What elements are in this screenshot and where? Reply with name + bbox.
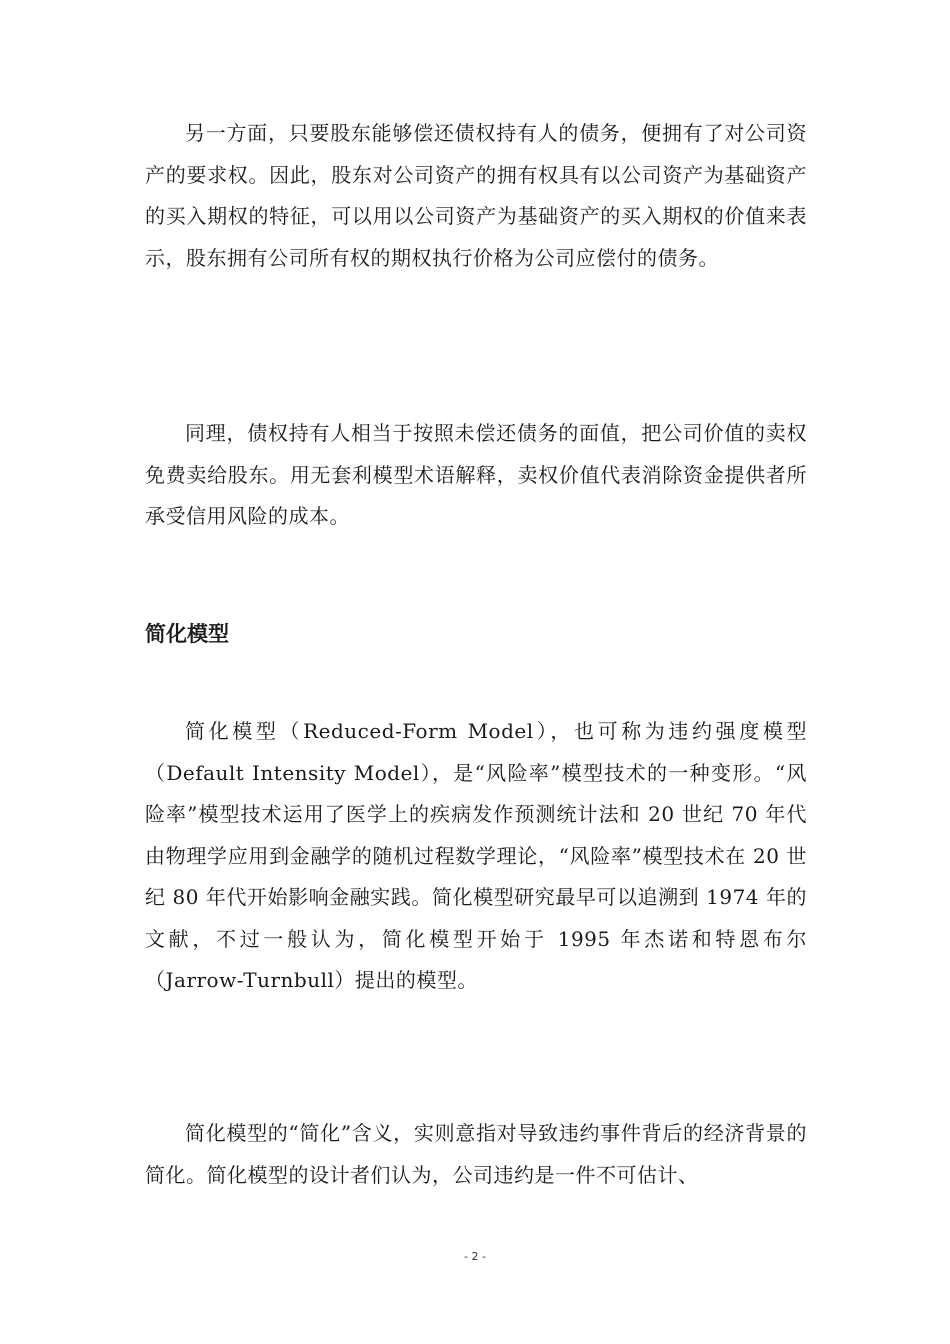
- section-heading: 简化模型: [145, 622, 229, 646]
- page-number: - 2 -: [464, 1250, 486, 1263]
- paragraph-reduced-form-model: 简化模型（Reduced-Form Model），也可称为违约强度模型（Default Intensity Model），是“风险率”模型技术的一种变形。“风险率”模型技术运用了医学上的疾病发作预测统计法和 20 世纪 70 年代由物理学应用到金融学的随机过程数学理论，“风险率”模型技术在 20 世纪 80 年代开始影响金融实践。简化模型研究最早可以追溯到 1974 年的文献，不过一般认为，简化模型开始于 1995 年杰诺和特恩布尔（Jarrow-Turnbull）提出的模型。: [145, 719, 807, 992]
- paragraph-simplification-meaning: 简化模型的“简化”含义，实则意指对导致违约事件背后的经济背景的简化。简化模型的设计者们认为，公司违约是一件不可估计、: [145, 1121, 807, 1187]
- paragraph-creditor-put-option: 同理，债权持有人相当于按照未偿还债务的面值，把公司价值的卖权免费卖给股东。用无套利模型术语解释，卖权价值代表消除资金提供者所承受信用风险的成本。: [145, 421, 807, 528]
- paragraph-shareholder-call-option: 另一方面，只要股东能够偿还债权持有人的债务，便拥有了对公司资产的要求权。因此，股东对公司资产的拥有权具有以公司资产为基础资产的买入期权的特征，可以用以公司资产为基础资产的买入期权的价值来表示，股东拥有公司所有权的期权执行价格为公司应偿付的债务。: [145, 121, 807, 270]
